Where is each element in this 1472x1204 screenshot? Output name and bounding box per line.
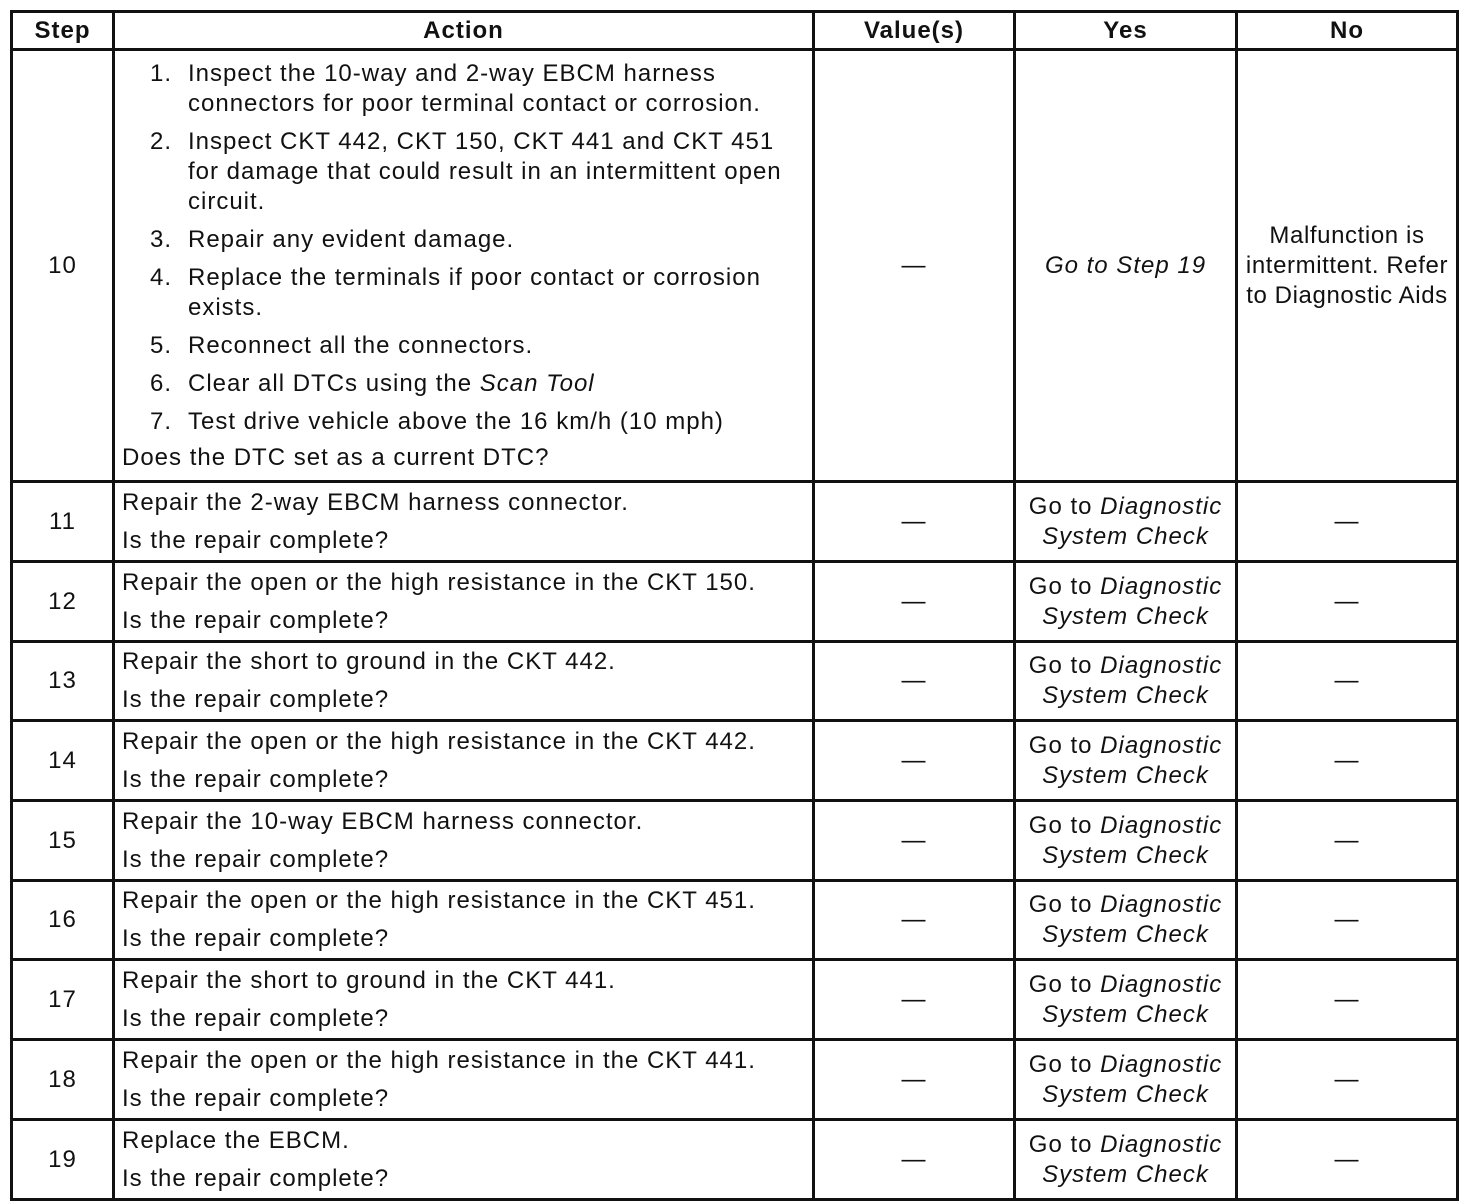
list-item-number: 4.: [149, 263, 172, 291]
list-item: [122, 369, 805, 399]
table-row: [12, 881, 1458, 960]
diagnostic-system-check-link[interactable]: Diagnostic System Check: [1042, 1130, 1223, 1188]
table-row: [12, 721, 1458, 801]
list-item: [122, 59, 805, 119]
action-question: Is the repair complete?: [122, 925, 390, 952]
yes-cell: [1015, 50, 1237, 482]
action-cell: [114, 960, 814, 1040]
action-cell: [114, 1120, 814, 1200]
table-row-step-10: [12, 50, 1458, 482]
yes-cell: [1015, 960, 1237, 1040]
yes-cell: [1015, 801, 1237, 881]
table-row: [12, 801, 1458, 881]
action-cell: [114, 881, 814, 960]
column-header-values: Value(s): [814, 12, 1015, 50]
no-cell: —: [1237, 482, 1458, 562]
action-question: Is the repair complete?: [122, 845, 390, 873]
list-item: [122, 225, 805, 255]
no-cell: —: [1237, 960, 1458, 1040]
yes-cell: [1015, 1040, 1237, 1120]
action-text: Repair the 10-way EBCM harness connector.: [122, 807, 644, 835]
value-cell: —: [814, 482, 1015, 562]
no-cell: —: [1237, 1120, 1458, 1200]
yes-cell: [1015, 562, 1237, 642]
action-list: [122, 59, 805, 437]
column-header-action: Action: [114, 12, 814, 50]
list-item-number: 7.: [149, 407, 172, 435]
action-cell: [114, 50, 814, 482]
diagnostic-system-check-link[interactable]: Diagnostic System Check: [1042, 811, 1223, 869]
yes-prefix: Go to: [1028, 1130, 1093, 1158]
value-cell: —: [814, 642, 1015, 721]
step-cell: 15: [12, 801, 114, 881]
action-question: Does the DTC set as a current DTC?: [122, 443, 550, 471]
list-item: [122, 331, 805, 361]
action-text: Repair the open or the high resistance in the CKT 451.: [122, 887, 756, 914]
step-cell: 18: [12, 1040, 114, 1120]
action-text: Repair the open or the high resistance in the CKT 442.: [122, 727, 756, 755]
action-text: Repair the open or the high resistance in the CKT 150.: [122, 568, 756, 596]
yes-cell: [1015, 881, 1237, 960]
action-question: Is the repair complete?: [122, 1004, 390, 1032]
action-cell: [114, 642, 814, 721]
list-item: [122, 263, 805, 323]
diagnostic-system-check-link[interactable]: Diagnostic System Check: [1042, 652, 1223, 709]
step-cell: 16: [12, 881, 114, 960]
list-item-number: 5.: [149, 331, 172, 359]
list-item-number: 2.: [149, 127, 172, 155]
list-item: [122, 407, 805, 437]
diagnostic-system-check-link[interactable]: Diagnostic System Check: [1042, 731, 1223, 789]
yes-prefix: Go to: [1028, 572, 1093, 600]
action-text: Replace the EBCM.: [122, 1126, 350, 1154]
no-cell: —: [1237, 881, 1458, 960]
action-text: Repair the short to ground in the CKT 441.: [122, 966, 616, 994]
yes-cell: [1015, 482, 1237, 562]
value-cell: —: [814, 960, 1015, 1040]
action-cell: [114, 721, 814, 801]
yes-prefix: Go to: [1028, 970, 1093, 998]
action-question: Is the repair complete?: [122, 606, 390, 634]
scan-tool-term: Scan Tool: [479, 369, 595, 397]
column-header-yes: Yes: [1015, 12, 1237, 50]
action-question: Is the repair complete?: [122, 765, 390, 793]
yes-prefix: Go to: [1028, 1050, 1093, 1078]
value-cell: —: [814, 562, 1015, 642]
action-text: Repair the 2-way EBCM harness connector.: [122, 488, 629, 516]
action-question: Is the repair complete?: [122, 1164, 390, 1192]
yes-cell: [1015, 642, 1237, 721]
value-cell: —: [814, 50, 1015, 482]
go-to-step-19-link[interactable]: Go to Step 19: [1044, 251, 1207, 279]
yes-prefix: Go to: [1028, 652, 1093, 679]
list-item-text: [188, 369, 805, 399]
list-item-text: Inspect the 10-way and 2-way EBCM harness connectors for poor terminal contact or corrosion.: [188, 59, 761, 117]
list-item-text: Repair any evident damage.: [188, 225, 515, 253]
value-cell: —: [814, 1040, 1015, 1120]
step-cell: 12: [12, 562, 114, 642]
action-cell: [114, 482, 814, 562]
action-question: Is the repair complete?: [122, 526, 390, 554]
list-item-text: Replace the terminals if poor contact or corrosion exists.: [188, 263, 761, 321]
value-cell: —: [814, 1120, 1015, 1200]
diagnostic-system-check-link[interactable]: Diagnostic System Check: [1042, 970, 1223, 1028]
yes-prefix: Go to: [1028, 891, 1093, 918]
column-header-step: Step: [12, 12, 114, 50]
header-row: [12, 12, 1458, 50]
no-cell: —: [1237, 642, 1458, 721]
list-item-number: 6.: [149, 369, 172, 397]
no-cell: Malfunction is intermittent. Refer to Diagnostic Aids: [1237, 50, 1458, 482]
value-cell: —: [814, 881, 1015, 960]
action-question: Is the repair complete?: [122, 1084, 390, 1112]
list-item-text: Inspect CKT 442, CKT 150, CKT 441 and CKT 451 for damage that could result in an intermittent open circuit.: [188, 127, 782, 215]
yes-prefix: Go to: [1028, 492, 1093, 520]
value-cell: —: [814, 801, 1015, 881]
action-text: Repair the short to ground in the CKT 442.: [122, 648, 616, 675]
table-row: [12, 642, 1458, 721]
diagnostic-system-check-link[interactable]: Diagnostic System Check: [1042, 572, 1223, 630]
no-cell: —: [1237, 1040, 1458, 1120]
yes-prefix: Go to: [1028, 811, 1093, 839]
yes-cell: [1015, 721, 1237, 801]
action-text: Repair the open or the high resistance in the CKT 441.: [122, 1046, 756, 1074]
table-row: [12, 562, 1458, 642]
action-cell: [114, 1040, 814, 1120]
column-header-no: No: [1237, 12, 1458, 50]
step-cell: 17: [12, 960, 114, 1040]
action-question: Is the repair complete?: [122, 686, 390, 713]
list-item-number: 3.: [149, 225, 172, 253]
table-row: [12, 1040, 1458, 1120]
diagnostic-table: [10, 10, 1459, 1201]
step-cell: 13: [12, 642, 114, 721]
list-item-text-plain: Clear all DTCs using the: [188, 369, 473, 397]
table-row: [12, 1120, 1458, 1200]
yes-cell: [1015, 1120, 1237, 1200]
step-cell: 11: [12, 482, 114, 562]
list-item: [122, 127, 805, 217]
table-row: [12, 482, 1458, 562]
list-item-text: Reconnect all the connectors.: [188, 331, 534, 359]
no-cell: —: [1237, 721, 1458, 801]
step-cell: 14: [12, 721, 114, 801]
no-cell: —: [1237, 801, 1458, 881]
step-cell: 19: [12, 1120, 114, 1200]
step-cell: 10: [12, 50, 114, 482]
diagnostic-system-check-link[interactable]: Diagnostic System Check: [1042, 1050, 1223, 1108]
diagnostic-system-check-link[interactable]: Diagnostic System Check: [1042, 891, 1223, 948]
action-cell: [114, 562, 814, 642]
list-item-text: Test drive vehicle above the 16 km/h (10 mph): [188, 407, 724, 435]
value-cell: —: [814, 721, 1015, 801]
no-cell: —: [1237, 562, 1458, 642]
list-item-number: 1.: [149, 59, 172, 87]
diagnostic-system-check-link[interactable]: Diagnostic System Check: [1042, 492, 1223, 550]
table-row: [12, 960, 1458, 1040]
yes-prefix: Go to: [1028, 731, 1093, 759]
action-cell: [114, 801, 814, 881]
